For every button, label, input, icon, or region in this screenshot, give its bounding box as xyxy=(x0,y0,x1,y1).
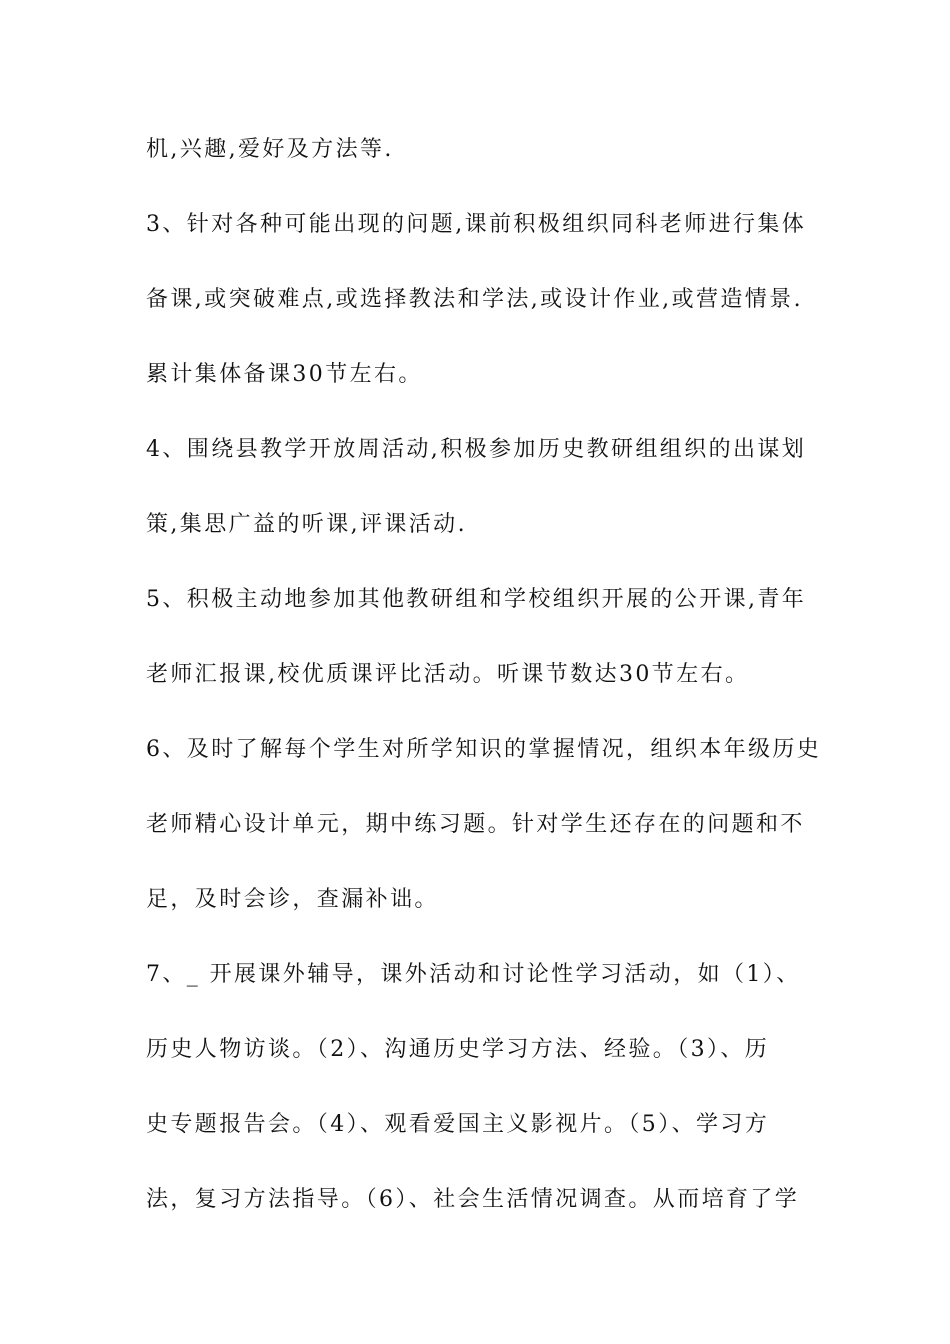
text-line: 7、_ 开展课外辅导，课外活动和讨论性学习活动，如（1）、 xyxy=(146,962,801,987)
text-line: 足，及时会诊，查漏补诎。 xyxy=(146,887,439,912)
text-line: 累计集体备课30节左右。 xyxy=(146,362,423,387)
text-line: 老师汇报课,校优质课评比活动。听课节数达30节左右。 xyxy=(146,662,750,687)
text-line: 史专题报告会。（4）、观看爱国主义影视片。（5）、学习方 xyxy=(146,1112,770,1137)
text-line: 法，复习方法指导。（6）、社会生活情况调查。从而培育了学 xyxy=(146,1187,800,1212)
text-line: 3、针对各种可能出现的问题,课前积极组织同科老师进行集体 xyxy=(146,212,807,237)
text-line: 历史人物访谈。（2）、沟通历史学习方法、经验。（3）、历 xyxy=(146,1037,770,1062)
text-line: 策,集思广益的听课,评课活动. xyxy=(146,512,467,537)
text-line: 5、积极主动地参加其他教研组和学校组织开展的公开课,青年 xyxy=(146,587,807,612)
text-line: 6、及时了解每个学生对所学知识的掌握情况，组织本年级历史 xyxy=(146,737,822,762)
text-line: 备课,或突破难点,或选择教法和学法,或设计作业,或营造情景. xyxy=(146,287,803,312)
text-line: 老师精心设计单元，期中练习题。针对学生还存在的问题和不 xyxy=(146,812,805,837)
text-line: 4、围绕县教学开放周活动,积极参加历史教研组组织的出谋划 xyxy=(146,437,807,462)
text-line: 机,兴趣,爱好及方法等. xyxy=(146,137,394,162)
